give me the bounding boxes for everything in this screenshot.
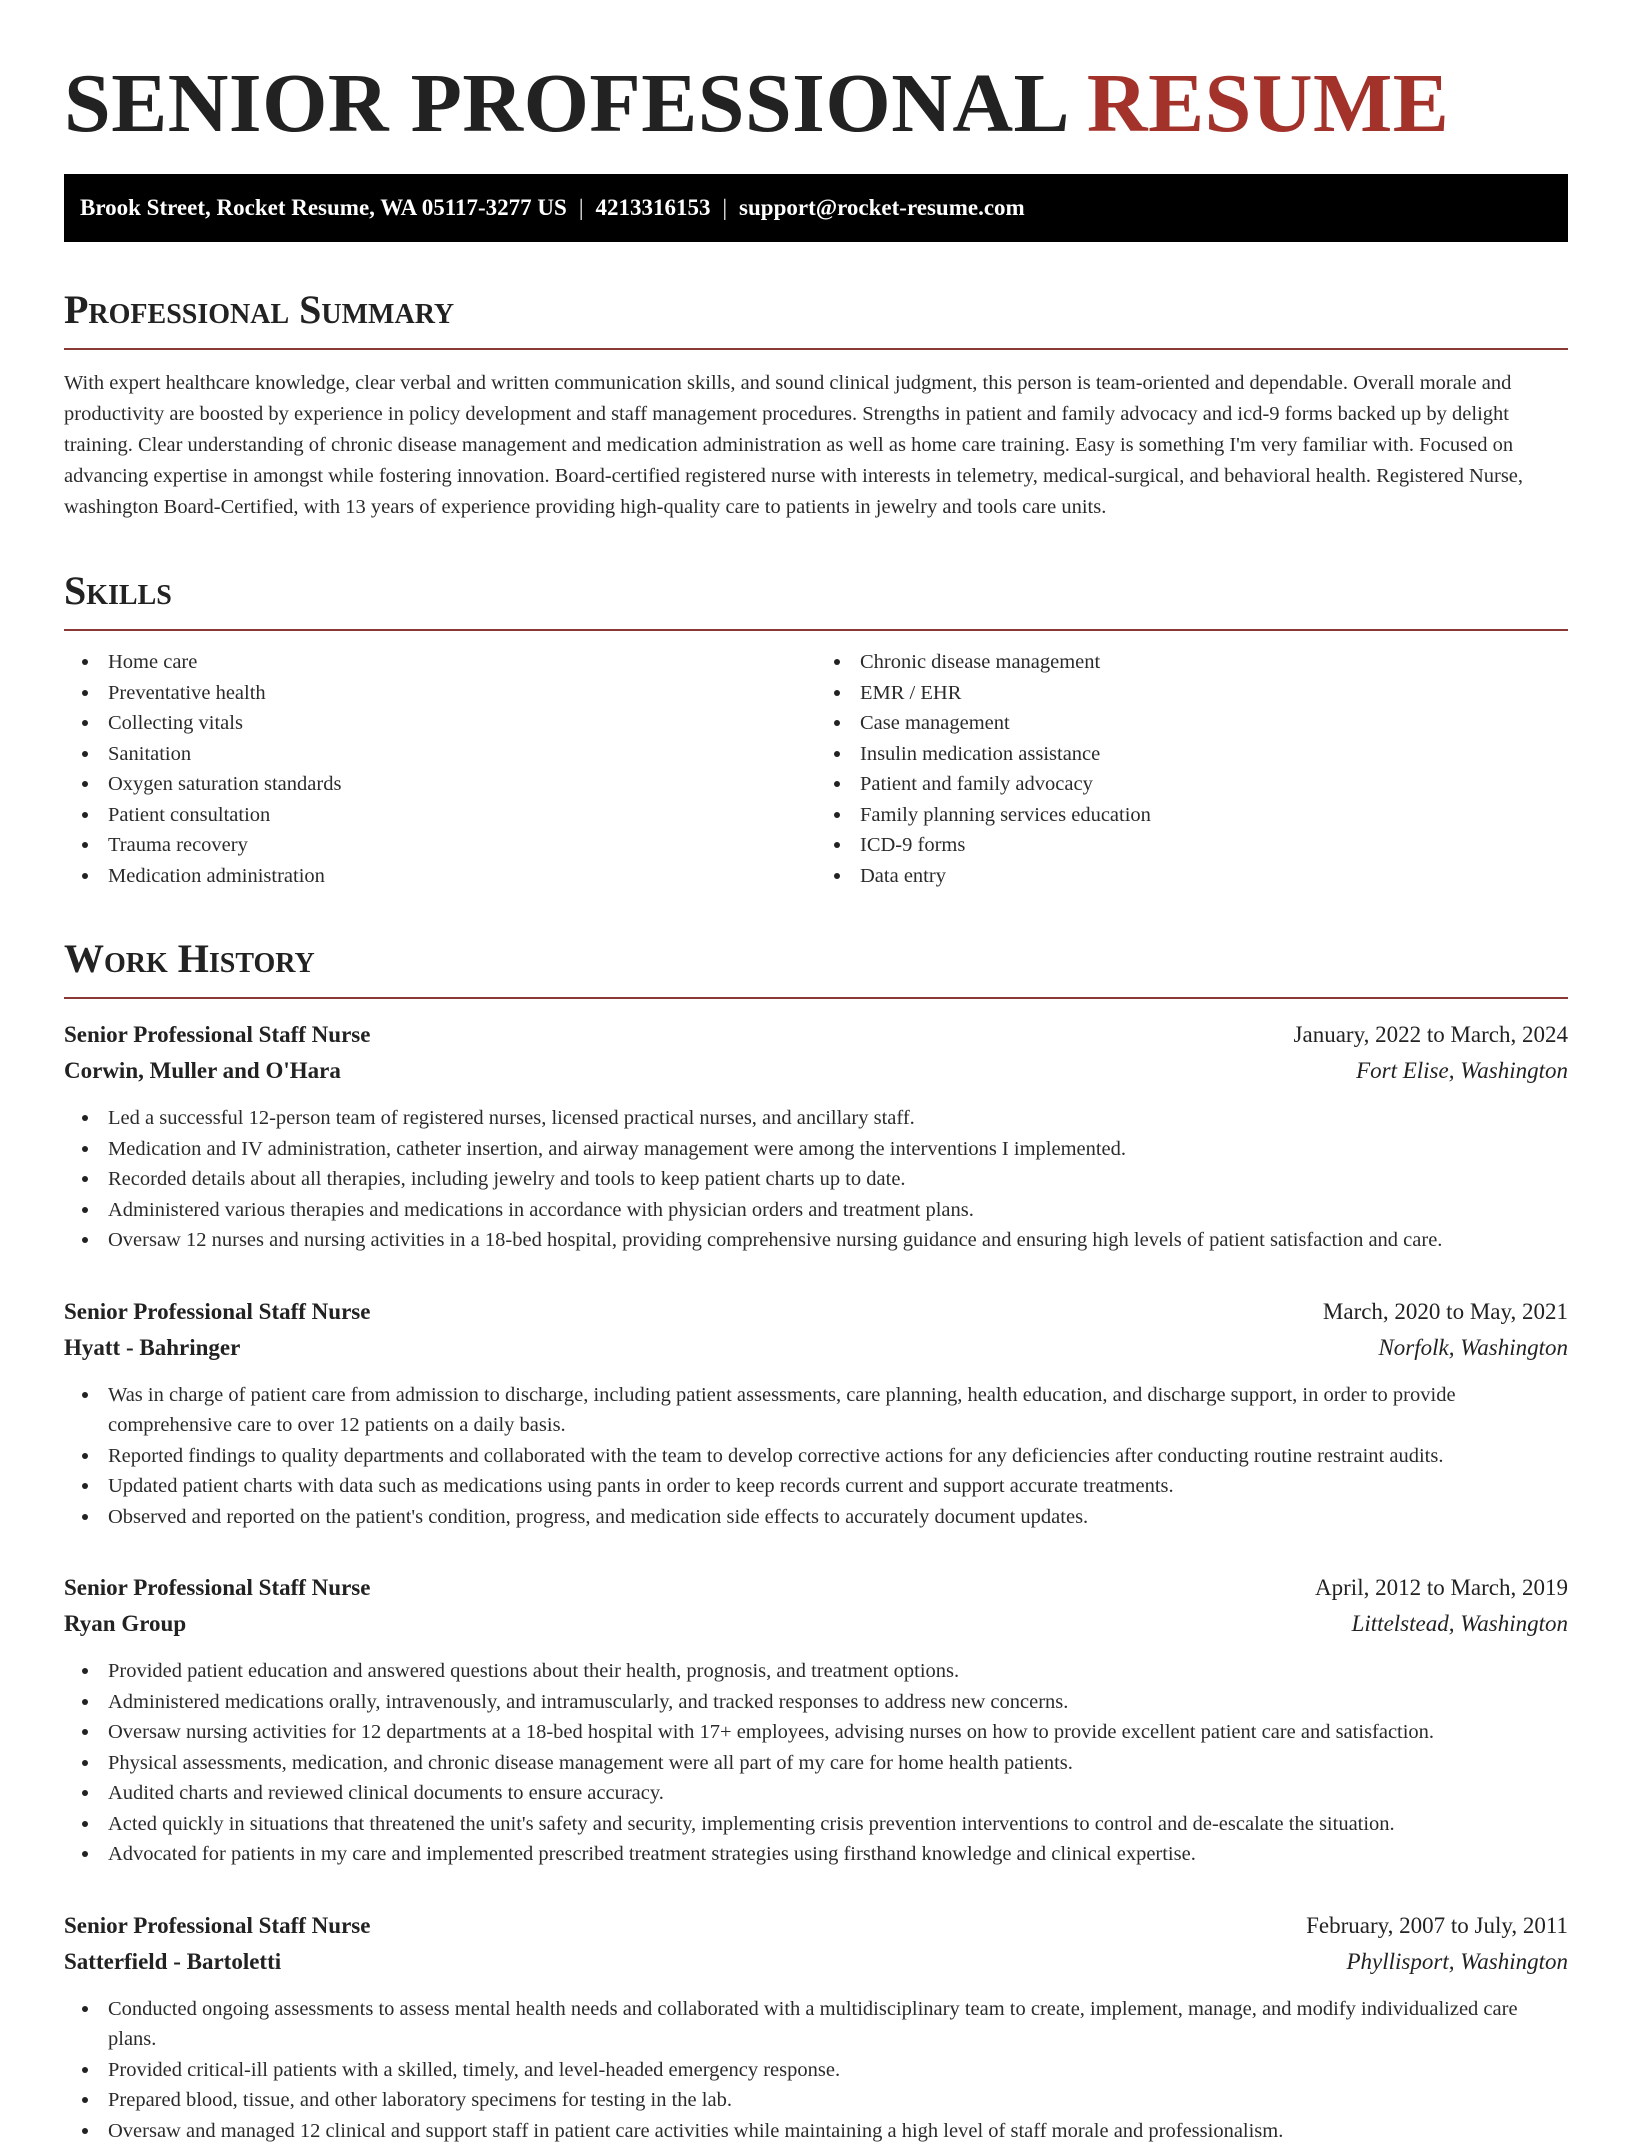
job-bullet: Advocated for patients in my care and implemented prescribed treatment strategies using firsthand knowledge and clinical expertise. [64,1839,1568,1870]
job-employer-row [64,1330,1568,1366]
skills-columns [64,647,1568,891]
job-bullet: Administered various therapies and medications in accordance with physician orders and treatment plans. [64,1195,1568,1226]
skill-item: Patient consultation [64,800,816,831]
job-entry [64,1908,1568,2146]
job-bullet: Led a successful 12-person team of registered nurses, licensed practical nurses, and ancillary staff. [64,1103,1568,1134]
job-bullet: Was in charge of patient care from admission to discharge, including patient assessments, care planning, health education, and discharge support, in order to provide comprehensive care to over 12 patients on a daily basis. [64,1380,1568,1441]
contact-email[interactable]: support@rocket-resume.com [739,195,1025,220]
skills-right-column [816,647,1568,891]
job-header-row [64,1017,1568,1053]
job-employer-row [64,1606,1568,1642]
job-bullet: Prepared blood, tissue, and other laboratory specimens for testing in the lab. [64,2085,1568,2116]
skill-item: Chronic disease management [816,647,1568,678]
summary-text: With expert healthcare knowledge, clear verbal and written communication skills, and sound clinical judgment, this person is team-oriented and dependable. Overall morale and productivity are boosted by experience in policy development and staff management procedures. Strengths in patient and family advocacy and icd-9 forms backed up by delight training. Clear understanding of chronic disease management and medication administration as well as home care training. Easy is something I'm very familiar with. Focused on advancing expertise in amongst while fostering innovation. Board-certified registered nurse with interests in telemetry, medical-surgical, and behavioral health. Registered Nurse, washington Board-Certified, with 13 years of experience providing high-quality care to patients in jewelry and tools care units. [64,368,1568,523]
job-employer-row [64,1944,1568,1980]
job-bullet: Oversaw nursing activities for 12 departments at a 18-bed hospital with 17+ employees, advising nurses on how to provide excellent patient care and satisfaction. [64,1717,1568,1748]
skill-item: Oxygen saturation standards [64,769,816,800]
job-header-row [64,1570,1568,1606]
job-header-row [64,1908,1568,1944]
job-bullet: Updated patient charts with data such as medications using pants in order to keep records current and support accurate treatments. [64,1471,1568,1502]
job-bullet: Oversaw and managed 12 clinical and support staff in patient care activities while maintaining a high level of staff morale and professionalism. [64,2116,1568,2146]
job-location: Phyllisport, Washington [1347,1944,1569,1980]
job-employer-row [64,1053,1568,1089]
work-history-section [64,935,1568,2146]
job-bullets [64,1103,1568,1256]
job-title: Senior Professional Staff Nurse [64,1294,370,1330]
skill-item: Sanitation [64,739,816,770]
contact-separator: | [567,195,596,220]
skill-item: Home care [64,647,816,678]
contact-address: Brook Street, Rocket Resume, WA 05117-3277 US [80,195,567,220]
skill-item: Case management [816,708,1568,739]
job-bullet: Reported findings to quality departments and collaborated with the team to develop corrective actions for any deficiencies after conducting routine restraint audits. [64,1441,1568,1472]
skill-item: Trauma recovery [64,830,816,861]
job-bullet: Provided critical-ill patients with a skilled, timely, and level-headed emergency response. [64,2055,1568,2086]
job-bullet: Administered medications orally, intravenously, and intramuscularly, and tracked responses to address new concerns. [64,1687,1568,1718]
job-location: Norfolk, Washington [1378,1330,1568,1366]
job-location: Fort Elise, Washington [1356,1053,1568,1089]
skill-item: Preventative health [64,678,816,709]
job-location: Littelstead, Washington [1352,1606,1568,1642]
skill-item: EMR / EHR [816,678,1568,709]
job-bullet: Audited charts and reviewed clinical documents to ensure accuracy. [64,1778,1568,1809]
job-dates: April, 2012 to March, 2019 [1315,1570,1568,1606]
skill-item: Family planning services education [816,800,1568,831]
title-accent: RESUME [1087,57,1449,150]
summary-section [64,286,1568,523]
skills-left-column [64,647,816,891]
summary-heading: Professional Summary [64,286,1568,350]
skills-heading: Skills [64,567,1568,631]
job-bullets [64,1656,1568,1870]
skill-item: Insulin medication assistance [816,739,1568,770]
job-bullet: Physical assessments, medication, and chronic disease management were all part of my care for home health patients. [64,1748,1568,1779]
skills-section [64,567,1568,891]
job-bullet: Provided patient education and answered questions about their health, prognosis, and treatment options. [64,1656,1568,1687]
job-title: Senior Professional Staff Nurse [64,1570,370,1606]
title-main: SENIOR PROFESSIONAL [64,57,1065,150]
job-dates: January, 2022 to March, 2024 [1294,1017,1568,1053]
skill-item: Data entry [816,861,1568,892]
job-bullet: Conducted ongoing assessments to assess mental health needs and collaborated with a multidisciplinary team to create, implement, manage, and modify individualized care plans. [64,1994,1568,2055]
job-company: Corwin, Muller and O'Hara [64,1053,341,1089]
contact-phone: 4213316153 [595,195,710,220]
job-bullets [64,1380,1568,1533]
job-header-row [64,1294,1568,1330]
job-bullet: Acted quickly in situations that threatened the unit's safety and security, implementing crisis prevention interventions to control and de-escalate the situation. [64,1809,1568,1840]
skill-item: ICD-9 forms [816,830,1568,861]
job-dates: March, 2020 to May, 2021 [1323,1294,1568,1330]
job-company: Satterfield - Bartoletti [64,1944,281,1980]
skill-item: Collecting vitals [64,708,816,739]
job-bullet: Recorded details about all therapies, including jewelry and tools to keep patient charts up to date. [64,1164,1568,1195]
job-dates: February, 2007 to July, 2011 [1306,1908,1568,1944]
contact-separator: | [710,195,739,220]
job-title: Senior Professional Staff Nurse [64,1017,370,1053]
job-bullet: Oversaw 12 nurses and nursing activities in a 18-bed hospital, providing comprehensive nursing guidance and ensuring high levels of patient satisfaction and care. [64,1225,1568,1256]
skill-item: Medication administration [64,861,816,892]
job-entry [64,1570,1568,1870]
job-entry [64,1294,1568,1533]
job-entry [64,1017,1568,1256]
job-title: Senior Professional Staff Nurse [64,1908,370,1944]
contact-bar [64,174,1568,242]
skill-item: Patient and family advocacy [816,769,1568,800]
job-bullets [64,1994,1568,2146]
work-history-heading: Work History [64,935,1568,999]
job-bullet: Observed and reported on the patient's condition, progress, and medication side effects to accurately document updates. [64,1502,1568,1533]
job-company: Hyatt - Bahringer [64,1330,240,1366]
job-company: Ryan Group [64,1606,186,1642]
job-bullet: Medication and IV administration, catheter insertion, and airway management were among the interventions I implemented. [64,1134,1568,1165]
resume-title [64,52,1568,156]
